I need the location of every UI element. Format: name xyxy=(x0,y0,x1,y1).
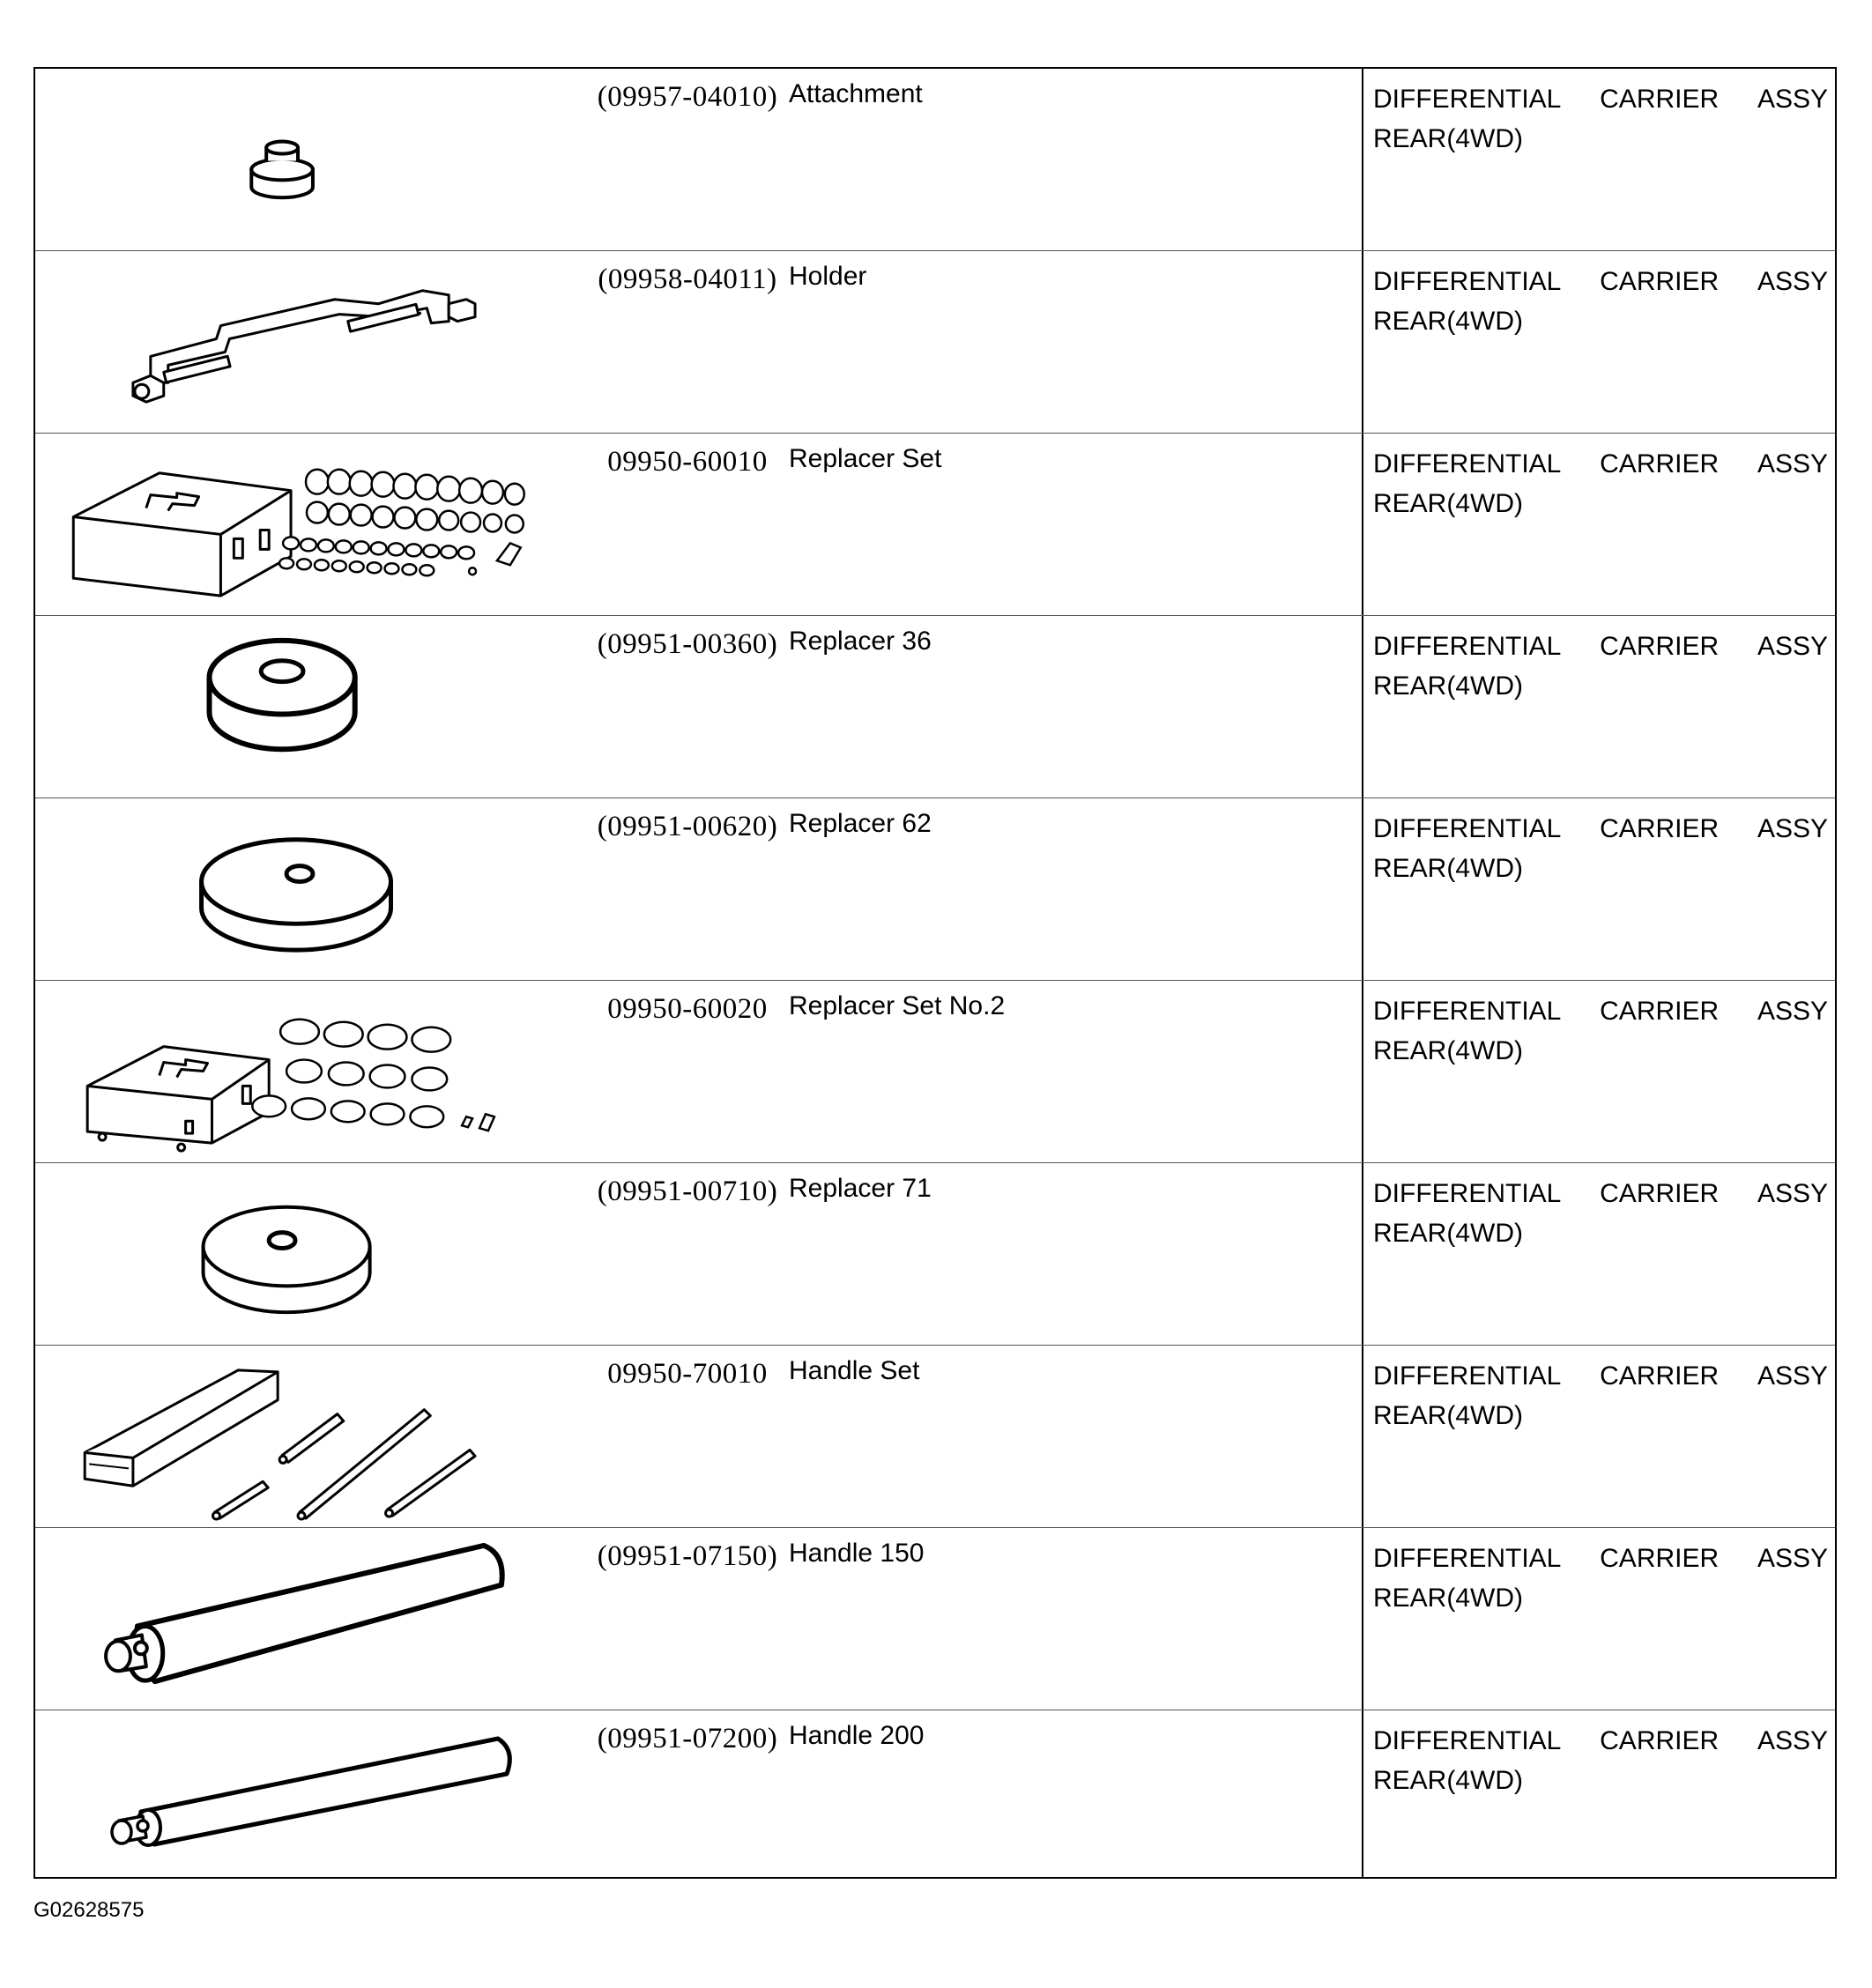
usage-text xyxy=(1373,1174,1828,1253)
usage-word: REAR(4WD) xyxy=(1373,1766,1523,1795)
usage-word: DIFFERENTIAL xyxy=(1373,997,1562,1026)
usage-word: DIFFERENTIAL xyxy=(1373,85,1562,114)
usage-text xyxy=(1373,991,1828,1071)
usage-word: ASSY xyxy=(1757,632,1828,661)
usage-word: DIFFERENTIAL xyxy=(1373,1361,1562,1391)
table-row xyxy=(35,1710,1835,1878)
usage-word: CARRIER xyxy=(1600,267,1720,296)
table-row xyxy=(35,69,1835,251)
usage-word: REAR(4WD) xyxy=(1373,1584,1523,1613)
usage-word: CARRIER xyxy=(1600,1726,1720,1755)
usage-word: REAR(4WD) xyxy=(1373,1401,1523,1430)
usage-text xyxy=(1373,1539,1828,1618)
tool-name: Handle 200 xyxy=(789,1721,925,1750)
usage-word: ASSY xyxy=(1757,1544,1828,1573)
usage-word: CARRIER xyxy=(1600,1179,1720,1208)
usage-word: ASSY xyxy=(1757,1726,1828,1755)
usage-text xyxy=(1373,1721,1828,1800)
part-number: (09951-07200) xyxy=(597,1723,778,1754)
column-divider xyxy=(1362,1528,1363,1710)
usage-word: REAR(4WD) xyxy=(1373,307,1523,336)
usage-word: DIFFERENTIAL xyxy=(1373,267,1562,296)
column-divider xyxy=(1362,1163,1363,1345)
tool-name: Replacer Set No.2 xyxy=(789,991,1006,1020)
usage-text xyxy=(1373,1356,1828,1435)
part-number: (09951-07150) xyxy=(597,1540,778,1572)
column-divider xyxy=(1362,251,1363,433)
holder-icon xyxy=(35,251,564,433)
usage-word: ASSY xyxy=(1757,1179,1828,1208)
usage-word: CARRIER xyxy=(1600,997,1720,1026)
tool-name: Attachment xyxy=(789,79,923,108)
table-row xyxy=(35,1163,1835,1346)
usage-word: ASSY xyxy=(1757,267,1828,296)
usage-word: DIFFERENTIAL xyxy=(1373,449,1562,478)
usage-word: ASSY xyxy=(1757,1361,1828,1391)
usage-word: ASSY xyxy=(1757,814,1828,843)
column-divider xyxy=(1362,616,1363,797)
part-number: (09951-00360) xyxy=(597,628,778,660)
usage-word: CARRIER xyxy=(1600,85,1720,114)
usage-word: CARRIER xyxy=(1600,449,1720,478)
usage-text xyxy=(1373,262,1828,341)
table-row xyxy=(35,434,1835,616)
tool-name: Replacer 62 xyxy=(789,809,932,838)
tool-name: Replacer Set xyxy=(789,444,942,473)
replacer-disc-icon xyxy=(35,616,564,797)
column-divider xyxy=(1362,434,1363,615)
handle-set-icon xyxy=(35,1346,564,1527)
replacer-set-icon xyxy=(35,434,564,615)
usage-word: CARRIER xyxy=(1600,632,1720,661)
usage-word: CARRIER xyxy=(1600,814,1720,843)
part-number: 09950-60010 xyxy=(607,446,768,478)
table-row xyxy=(35,251,1835,434)
special-service-tools-table xyxy=(33,67,1837,1879)
tool-name: Replacer 71 xyxy=(789,1174,932,1203)
column-divider xyxy=(1362,1346,1363,1527)
usage-word: DIFFERENTIAL xyxy=(1373,1544,1562,1573)
usage-word: REAR(4WD) xyxy=(1373,124,1523,153)
usage-word: CARRIER xyxy=(1600,1361,1720,1391)
usage-word: DIFFERENTIAL xyxy=(1373,1179,1562,1208)
usage-word: REAR(4WD) xyxy=(1373,671,1523,701)
usage-word: DIFFERENTIAL xyxy=(1373,814,1562,843)
handle-icon xyxy=(35,1710,564,1878)
usage-word: CARRIER xyxy=(1600,1544,1720,1573)
part-number: (09951-00710) xyxy=(597,1176,778,1207)
table-row xyxy=(35,616,1835,798)
tool-name: Holder xyxy=(789,262,867,291)
part-number: (09957-04010) xyxy=(597,81,778,113)
part-number: (09951-00620) xyxy=(597,811,778,842)
usage-text xyxy=(1373,444,1828,523)
column-divider xyxy=(1362,798,1363,980)
table-row xyxy=(35,981,1835,1163)
usage-word: REAR(4WD) xyxy=(1373,854,1523,883)
replacer-disc-icon xyxy=(35,1163,564,1345)
table-row xyxy=(35,798,1835,981)
usage-word: REAR(4WD) xyxy=(1373,489,1523,518)
usage-word: DIFFERENTIAL xyxy=(1373,1726,1562,1755)
usage-word: REAR(4WD) xyxy=(1373,1219,1523,1248)
usage-word: DIFFERENTIAL xyxy=(1373,632,1562,661)
tool-name: Replacer 36 xyxy=(789,627,932,656)
table-row xyxy=(35,1346,1835,1528)
replacer-disc-icon xyxy=(35,798,564,980)
figure-id: G02628575 xyxy=(33,1898,145,1922)
usage-word: ASSY xyxy=(1757,449,1828,478)
usage-word: REAR(4WD) xyxy=(1373,1036,1523,1065)
part-number: (09958-04011) xyxy=(598,263,777,295)
part-number: 09950-70010 xyxy=(607,1358,768,1390)
usage-text xyxy=(1373,79,1828,159)
column-divider xyxy=(1362,1710,1363,1878)
part-number: 09950-60020 xyxy=(607,993,768,1025)
column-divider xyxy=(1362,981,1363,1162)
tool-name: Handle Set xyxy=(789,1356,920,1385)
table-row xyxy=(35,1528,1835,1710)
usage-word: ASSY xyxy=(1757,85,1828,114)
replacer-set-icon xyxy=(35,981,564,1162)
attachment-icon xyxy=(35,69,564,250)
usage-text xyxy=(1373,809,1828,888)
usage-text xyxy=(1373,627,1828,706)
column-divider xyxy=(1362,69,1363,250)
handle-icon xyxy=(35,1528,564,1710)
usage-word: ASSY xyxy=(1757,997,1828,1026)
tool-name: Handle 150 xyxy=(789,1539,925,1568)
